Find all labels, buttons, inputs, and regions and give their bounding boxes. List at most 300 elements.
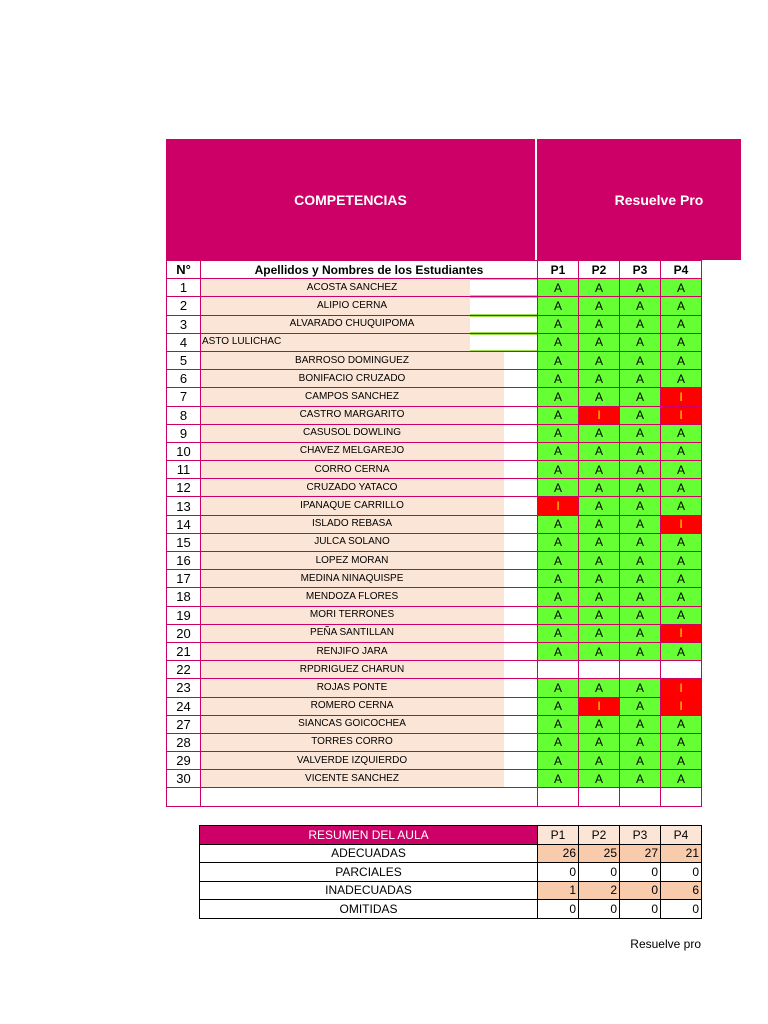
table-row — [167, 479, 702, 497]
summary-value-p2: 0 — [579, 900, 620, 919]
score-cell-p4 — [661, 661, 702, 679]
summary-value-p3: 0 — [620, 863, 661, 882]
student-name-cell — [201, 733, 538, 751]
col-header-p2: P2 — [579, 261, 620, 279]
table-row — [167, 624, 702, 642]
empty-cell-gap — [504, 388, 537, 405]
table-row — [167, 588, 702, 606]
score-cell-p1: A — [538, 733, 579, 751]
student-name: MEDINA NINAQUISPE — [300, 572, 404, 584]
score-cell-p1: A — [538, 461, 579, 479]
table-row — [167, 388, 702, 406]
score-cell-p4: A — [661, 315, 702, 333]
empty-cell-gap — [504, 607, 537, 624]
student-name: RPDRIGUEZ CHARUN — [299, 663, 405, 675]
score-cell-p3: A — [620, 515, 661, 533]
score-cell-p3: A — [620, 733, 661, 751]
table-row — [167, 297, 702, 315]
score-cell-p4: I — [661, 406, 702, 424]
summary-col-p4: P4 — [661, 826, 702, 845]
empty-cell-gap — [504, 570, 537, 587]
summary-row — [200, 863, 702, 882]
score-cell-p1: A — [538, 370, 579, 388]
score-cell-p4: I — [661, 388, 702, 406]
summary-value-p1: 26 — [538, 844, 579, 863]
summary-value-p4: 6 — [661, 881, 702, 900]
summary-col-p1: P1 — [538, 826, 579, 845]
empty-cell-gap — [504, 497, 537, 514]
score-cell-p4: A — [661, 297, 702, 315]
summary-value-p3: 0 — [620, 881, 661, 900]
score-cell-p2: A — [579, 552, 620, 570]
score-cell-p2: A — [579, 533, 620, 551]
table-row — [167, 315, 702, 333]
summary-col-p3: P3 — [620, 826, 661, 845]
score-cell-p1: A — [538, 388, 579, 406]
summary-value-p1: 1 — [538, 881, 579, 900]
col-header-p4: P4 — [661, 261, 702, 279]
score-cell-p2: A — [579, 752, 620, 770]
student-number: 9 — [167, 424, 201, 442]
score-cell-p3: A — [620, 606, 661, 624]
student-number: 10 — [167, 442, 201, 460]
score-cell-p2: A — [579, 424, 620, 442]
summary-value-p2: 2 — [579, 881, 620, 900]
score-cell-p2: A — [579, 733, 620, 751]
score-cell-p4: A — [661, 351, 702, 369]
student-number: 8 — [167, 406, 201, 424]
student-name-cell — [201, 588, 538, 606]
summary-value-p4: 21 — [661, 844, 702, 863]
score-cell-p4: A — [661, 606, 702, 624]
student-name-cell — [201, 297, 538, 315]
student-name-cell — [201, 752, 538, 770]
score-cell-p3: A — [620, 424, 661, 442]
student-name-cell — [201, 570, 538, 588]
student-name-cell — [201, 333, 538, 351]
summary-value-p3: 27 — [620, 844, 661, 863]
student-number: 29 — [167, 752, 201, 770]
score-cell-p3: A — [620, 442, 661, 460]
score-cell-p2: A — [579, 315, 620, 333]
empty-cell-gap — [504, 698, 537, 715]
score-cell-p3: A — [620, 570, 661, 588]
score-cell-p3: A — [620, 388, 661, 406]
score-cell-p4: A — [661, 442, 702, 460]
table-row — [167, 606, 702, 624]
score-cell-p3: A — [620, 770, 661, 788]
summary-label: OMITIDAS — [200, 900, 538, 919]
score-cell-p3: A — [620, 752, 661, 770]
score-cell-p2: A — [579, 479, 620, 497]
score-cell-p3: A — [620, 642, 661, 660]
empty-cell-gap — [504, 425, 537, 442]
score-cell-p3: A — [620, 715, 661, 733]
summary-label: ADECUADAS — [200, 844, 538, 863]
score-cell-p1: A — [538, 679, 579, 697]
empty-cell-gap — [504, 461, 537, 478]
score-cell-p1: A — [538, 279, 579, 297]
summary-value-p1: 0 — [538, 863, 579, 882]
student-name: CHAVEZ MELGAREJO — [299, 445, 405, 457]
student-name: TORRES CORRO — [311, 736, 393, 748]
score-cell-p1: A — [538, 424, 579, 442]
score-cell-p3: A — [620, 406, 661, 424]
empty-cell — [620, 788, 661, 806]
score-cell-p1 — [538, 661, 579, 679]
student-name: LOPEZ MORAN — [315, 554, 389, 566]
score-cell-p2: A — [579, 624, 620, 642]
table-row — [167, 515, 702, 533]
score-cell-p2: A — [579, 515, 620, 533]
score-cell-p3: A — [620, 279, 661, 297]
empty-cell-gap — [504, 352, 537, 369]
empty-cell-gap — [470, 316, 537, 333]
score-cell-p3: A — [620, 588, 661, 606]
score-cell-p1: A — [538, 406, 579, 424]
score-cell-p3: A — [620, 461, 661, 479]
student-number: 22 — [167, 661, 201, 679]
score-cell-p1: A — [538, 642, 579, 660]
score-cell-p2: I — [579, 406, 620, 424]
student-number: 5 — [167, 351, 201, 369]
score-cell-p3: A — [620, 351, 661, 369]
col-header-name: Apellidos y Nombres de los Estudiantes — [201, 261, 538, 279]
score-cell-p3: A — [620, 552, 661, 570]
empty-cell-gap — [504, 716, 537, 733]
score-cell-p2: A — [579, 351, 620, 369]
student-number: 6 — [167, 370, 201, 388]
student-number: 28 — [167, 733, 201, 751]
summary-title: RESUMEN DEL AULA — [200, 826, 538, 845]
summary-value-p3: 0 — [620, 900, 661, 919]
score-cell-p4: A — [661, 552, 702, 570]
summary-table — [199, 825, 702, 919]
empty-cell-gap — [504, 679, 537, 696]
summary-row — [200, 900, 702, 919]
student-number: 4 — [167, 333, 201, 351]
student-name-cell — [201, 606, 538, 624]
score-cell-p2: A — [579, 715, 620, 733]
summary-label: PARCIALES — [200, 863, 538, 882]
student-name: SIANCAS GOICOCHEA — [298, 718, 406, 730]
student-name-cell — [201, 279, 538, 297]
student-name-cell — [201, 697, 538, 715]
student-name: CAMPOS SANCHEZ — [305, 390, 399, 402]
empty-cell-gap — [504, 479, 537, 496]
score-cell-p4: I — [661, 679, 702, 697]
score-cell-p2: A — [579, 679, 620, 697]
table-row — [167, 752, 702, 770]
student-number: 12 — [167, 479, 201, 497]
table-header-row — [167, 261, 702, 279]
student-name: ISLADO REBASA — [311, 518, 393, 530]
empty-cell — [579, 788, 620, 806]
table-row — [167, 642, 702, 660]
score-cell-p1: I — [538, 497, 579, 515]
score-cell-p4: A — [661, 770, 702, 788]
empty-cell-gap — [504, 625, 537, 642]
student-number: 15 — [167, 533, 201, 551]
student-name: JULCA SOLANO — [314, 536, 390, 548]
score-cell-p2: A — [579, 333, 620, 351]
student-name-cell — [201, 370, 538, 388]
score-cell-p4: A — [661, 588, 702, 606]
student-name-cell — [201, 661, 538, 679]
student-name-cell — [201, 497, 538, 515]
empty-cell-gap — [504, 534, 537, 551]
competency-header — [537, 139, 741, 260]
student-name: ALIPIO CERNA — [316, 299, 388, 311]
student-name-cell — [201, 552, 538, 570]
col-header-p1: P1 — [538, 261, 579, 279]
empty-cell-gap — [504, 770, 537, 787]
score-cell-p1: A — [538, 515, 579, 533]
empty-cell-gap — [504, 407, 537, 424]
student-number: 2 — [167, 297, 201, 315]
table-row — [167, 279, 702, 297]
empty-cell-gap — [504, 588, 537, 605]
score-cell-p4: A — [661, 333, 702, 351]
score-cell-p4: A — [661, 642, 702, 660]
summary-value-p2: 25 — [579, 844, 620, 863]
score-cell-p3: A — [620, 624, 661, 642]
score-cell-p1: A — [538, 297, 579, 315]
student-number: 23 — [167, 679, 201, 697]
empty-cell-gap — [504, 734, 537, 751]
score-cell-p3: A — [620, 679, 661, 697]
score-cell-p1: A — [538, 570, 579, 588]
score-cell-p4: A — [661, 533, 702, 551]
col-header-p3: P3 — [620, 261, 661, 279]
empty-cell-gap — [504, 661, 537, 678]
competencias-title: COMPETENCIAS — [294, 191, 407, 208]
table-row — [167, 406, 702, 424]
student-name-cell — [201, 424, 538, 442]
empty-cell-gap — [504, 443, 537, 460]
summary-label: INADECUADAS — [200, 881, 538, 900]
empty-row — [167, 788, 702, 806]
student-name: VICENTE SANCHEZ — [305, 772, 399, 784]
student-number: 17 — [167, 570, 201, 588]
score-cell-p3: A — [620, 333, 661, 351]
student-number: 11 — [167, 461, 201, 479]
score-cell-p1: A — [538, 442, 579, 460]
summary-row — [200, 881, 702, 900]
summary-header-row — [200, 826, 702, 845]
student-name-cell — [201, 515, 538, 533]
score-cell-p1: A — [538, 697, 579, 715]
score-cell-p4: I — [661, 515, 702, 533]
score-cell-p1: A — [538, 715, 579, 733]
score-cell-p3: A — [620, 533, 661, 551]
table-row — [167, 497, 702, 515]
table-row — [167, 442, 702, 460]
student-name: MORI TERRONES — [309, 609, 395, 621]
empty-cell-gap — [504, 752, 537, 769]
score-cell-p2: A — [579, 442, 620, 460]
student-number: 1 — [167, 279, 201, 297]
student-number: 21 — [167, 642, 201, 660]
table-row — [167, 461, 702, 479]
score-cell-p2: A — [579, 279, 620, 297]
score-cell-p3: A — [620, 697, 661, 715]
student-name-cell — [201, 442, 538, 460]
student-number: 14 — [167, 515, 201, 533]
score-cell-p3: A — [620, 370, 661, 388]
table-row — [167, 770, 702, 788]
student-name: BONIFACIO CRUZADO — [298, 372, 406, 384]
student-number: 20 — [167, 624, 201, 642]
table-row — [167, 715, 702, 733]
score-cell-p4: A — [661, 479, 702, 497]
student-name-cell — [201, 533, 538, 551]
student-name: BARROSO DOMINGUEZ — [295, 354, 409, 366]
empty-cell-gap — [504, 643, 537, 660]
student-name: RENJIFO JARA — [316, 645, 388, 657]
table-row — [167, 733, 702, 751]
score-cell-p1: A — [538, 606, 579, 624]
empty-cell — [661, 788, 702, 806]
score-cell-p1: A — [538, 351, 579, 369]
score-cell-p2: A — [579, 370, 620, 388]
empty-cell-gap — [470, 279, 537, 296]
score-cell-p1: A — [538, 479, 579, 497]
score-cell-p4: A — [661, 279, 702, 297]
table-row — [167, 351, 702, 369]
empty-cell — [538, 788, 579, 806]
score-cell-p1: A — [538, 533, 579, 551]
empty-cell-gap — [470, 297, 537, 314]
score-cell-p4: I — [661, 624, 702, 642]
score-cell-p1: A — [538, 752, 579, 770]
student-name: ROMERO CERNA — [310, 700, 394, 712]
score-cell-p2: A — [579, 642, 620, 660]
student-number: 30 — [167, 770, 201, 788]
table-row — [167, 333, 702, 351]
student-number: 16 — [167, 552, 201, 570]
table-row — [167, 533, 702, 551]
table-row — [167, 697, 702, 715]
summary-value-p1: 0 — [538, 900, 579, 919]
empty-cell — [201, 788, 538, 806]
score-cell-p2: I — [579, 697, 620, 715]
student-name-cell — [201, 461, 538, 479]
table-row — [167, 661, 702, 679]
score-cell-p3: A — [620, 297, 661, 315]
score-cell-p2: A — [579, 606, 620, 624]
summary-row — [200, 844, 702, 863]
student-name: PEÑA SANTILLAN — [310, 627, 394, 639]
table-row — [167, 570, 702, 588]
student-name-cell — [201, 715, 538, 733]
footer-note: Resuelve pro — [630, 937, 701, 951]
score-cell-p3: A — [620, 315, 661, 333]
student-name: ROJAS PONTE — [316, 681, 388, 693]
score-cell-p4: I — [661, 697, 702, 715]
score-cell-p2: A — [579, 388, 620, 406]
score-cell-p2: A — [579, 497, 620, 515]
col-header-num: N° — [167, 261, 201, 279]
student-name: CASUSOL DOWLING — [303, 427, 401, 439]
score-cell-p4: A — [661, 715, 702, 733]
student-name-cell — [201, 479, 538, 497]
score-cell-p4: A — [661, 570, 702, 588]
student-number: 13 — [167, 497, 201, 515]
score-cell-p1: A — [538, 588, 579, 606]
score-cell-p1: A — [538, 624, 579, 642]
student-number: 18 — [167, 588, 201, 606]
student-name: CORRO CERNA — [314, 463, 390, 475]
student-number: 27 — [167, 715, 201, 733]
score-cell-p4: A — [661, 733, 702, 751]
student-name-cell — [201, 624, 538, 642]
student-name: CRUZADO YATACO — [306, 481, 398, 493]
score-cell-p2: A — [579, 570, 620, 588]
summary-col-p2: P2 — [579, 826, 620, 845]
summary-value-p4: 0 — [661, 900, 702, 919]
competencias-header — [166, 139, 536, 260]
student-name: ASTO LULICHAC — [202, 336, 282, 348]
student-number: 7 — [167, 388, 201, 406]
student-name-cell — [201, 315, 538, 333]
score-cell-p2 — [579, 661, 620, 679]
score-cell-p4: A — [661, 424, 702, 442]
student-name-cell — [201, 679, 538, 697]
student-number: 3 — [167, 315, 201, 333]
empty-cell-gap — [504, 552, 537, 569]
student-name-cell — [201, 642, 538, 660]
student-name: ALVARADO CHUQUIPOMA — [289, 318, 415, 330]
score-cell-p3: A — [620, 479, 661, 497]
student-name: CASTRO MARGARITO — [299, 409, 405, 421]
score-cell-p1: A — [538, 770, 579, 788]
score-cell-p2: A — [579, 770, 620, 788]
student-name-cell — [201, 388, 538, 406]
table-row — [167, 424, 702, 442]
empty-cell-gap — [470, 334, 537, 351]
empty-cell — [167, 788, 201, 806]
competency-title: Resuelve Pro — [614, 191, 704, 208]
score-cell-p4: A — [661, 461, 702, 479]
student-name-cell — [201, 406, 538, 424]
score-cell-p3 — [620, 661, 661, 679]
table-row — [167, 552, 702, 570]
score-cell-p1: A — [538, 552, 579, 570]
score-cell-p2: A — [579, 297, 620, 315]
score-cell-p1: A — [538, 333, 579, 351]
score-cell-p4: A — [661, 370, 702, 388]
student-name: MENDOZA FLORES — [305, 590, 399, 602]
student-name: VALVERDE IZQUIERDO — [296, 754, 408, 766]
score-cell-p4: A — [661, 752, 702, 770]
student-number: 24 — [167, 697, 201, 715]
students-table — [166, 260, 702, 807]
table-row — [167, 370, 702, 388]
score-cell-p1: A — [538, 315, 579, 333]
student-name: IPANAQUE CARRILLO — [300, 500, 404, 512]
score-cell-p3: A — [620, 497, 661, 515]
score-cell-p2: A — [579, 588, 620, 606]
score-cell-p2: A — [579, 461, 620, 479]
empty-cell-gap — [504, 516, 537, 533]
student-name-cell — [201, 351, 538, 369]
student-number: 19 — [167, 606, 201, 624]
score-cell-p4: A — [661, 497, 702, 515]
student-name-cell — [201, 770, 538, 788]
table-row — [167, 679, 702, 697]
summary-value-p2: 0 — [579, 863, 620, 882]
